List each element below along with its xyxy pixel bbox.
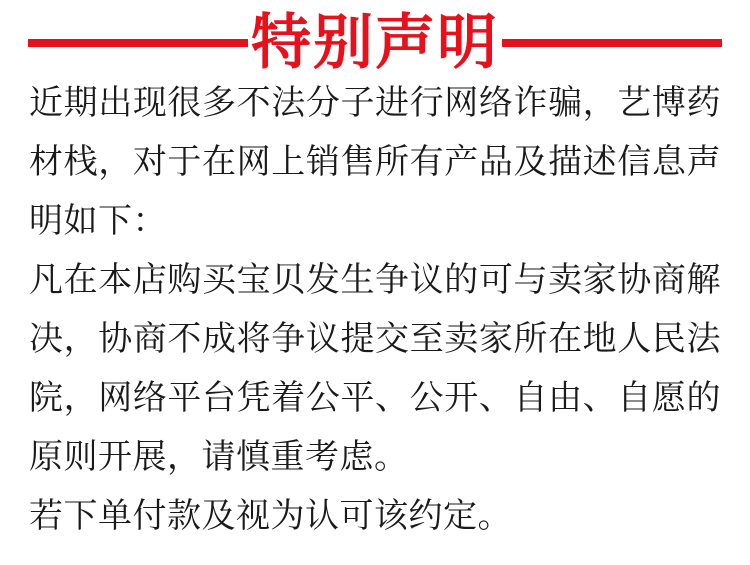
title-rule-right [502, 39, 722, 47]
title-rule-left [28, 39, 248, 47]
notice-body [0, 74, 750, 546]
page-title: 特别声明 [251, 9, 499, 76]
notice-paragraph-intro: 近期出现很多不法分子进行网络诈骗，艺博药材栈，对于在网上销售所有产品及描述信息声明如下： [29, 84, 721, 240]
title-row [0, 0, 750, 74]
notice-paragraph-dispute: 凡在本店购买宝贝发生争议的可与卖家协商解决，协商不成将争议提交至卖家所在地人民法院，网络平台凭着公平、公开、自由、自愿的原则开展，请慎重考虑。 [29, 261, 721, 476]
notice-paragraph-agreement: 若下单付款及视为认可该约定。 [29, 497, 512, 535]
